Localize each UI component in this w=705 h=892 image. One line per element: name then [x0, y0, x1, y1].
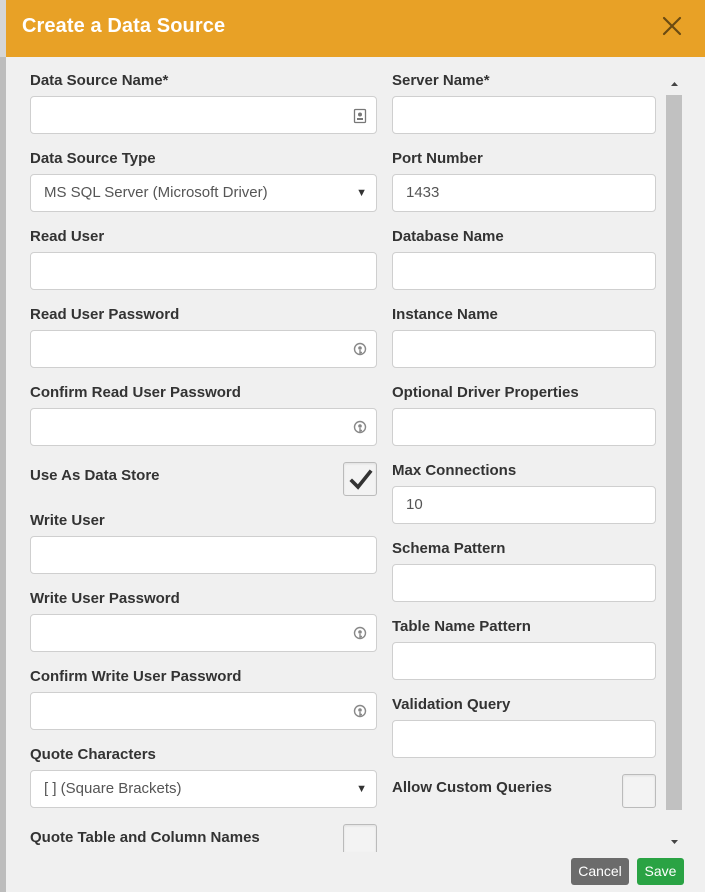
data-source-name-input[interactable]: [30, 96, 377, 134]
scroll-down-arrow-icon[interactable]: [665, 833, 684, 851]
dialog-title: Create a Data Source: [22, 15, 226, 37]
confirm-read-user-password-input[interactable]: [30, 408, 377, 446]
use-as-data-store-checkbox[interactable]: [343, 462, 377, 496]
write-user-label: Write User: [30, 512, 105, 529]
table-name-pattern-label: Table Name Pattern: [392, 618, 531, 635]
max-connections-input[interactable]: 10: [392, 486, 656, 524]
use-as-data-store-label: Use As Data Store: [30, 467, 160, 484]
read-user-password-input[interactable]: [30, 330, 377, 368]
data-source-type-value: MS SQL Server (Microsoft Driver): [44, 184, 268, 201]
validation-query-label: Validation Query: [392, 696, 511, 713]
schema-pattern-input[interactable]: [392, 564, 656, 602]
database-name-label: Database Name: [392, 228, 504, 245]
optional-driver-properties-input[interactable]: [392, 408, 656, 446]
instance-name-input[interactable]: [392, 330, 656, 368]
quote-characters-select[interactable]: [30, 770, 377, 808]
create-data-source-dialog: [6, 0, 705, 892]
quote-table-and-column-names-label: Quote Table and Column Names: [30, 829, 260, 846]
confirm-write-user-password-input[interactable]: [30, 692, 377, 730]
port-number-input[interactable]: 1433: [392, 174, 656, 212]
quote-table-and-column-names-checkbox[interactable]: [343, 824, 377, 852]
write-user-password-input[interactable]: [30, 614, 377, 652]
password-key-icon: [353, 342, 367, 358]
checkmark-icon: [349, 468, 373, 492]
server-name-input[interactable]: [392, 96, 656, 134]
table-name-pattern-input[interactable]: [392, 642, 656, 680]
password-key-icon: [353, 626, 367, 642]
scroll-up-arrow-icon[interactable]: [665, 75, 684, 93]
write-user-input[interactable]: [30, 536, 377, 574]
close-icon[interactable]: [660, 14, 684, 38]
quote-characters-label: Quote Characters: [30, 746, 156, 763]
validation-query-input[interactable]: [392, 720, 656, 758]
data-source-type-select[interactable]: [30, 174, 377, 212]
write-user-password-label: Write User Password: [30, 590, 180, 607]
read-user-label: Read User: [30, 228, 105, 245]
chevron-down-icon: ▼: [356, 783, 367, 795]
server-name-label: Server Name*: [392, 72, 490, 89]
database-name-input[interactable]: [392, 252, 656, 290]
password-key-icon: [353, 704, 367, 720]
scrollbar-thumb[interactable]: [666, 95, 682, 810]
port-number-label: Port Number: [392, 150, 483, 167]
vertical-scrollbar[interactable]: [665, 75, 684, 851]
dialog-header: [6, 0, 705, 57]
cancel-button[interactable]: Cancel: [571, 858, 629, 885]
optional-driver-properties-label: Optional Driver Properties: [392, 384, 579, 401]
read-user-input[interactable]: [30, 252, 377, 290]
confirm-write-user-password-label: Confirm Write User Password: [30, 668, 242, 685]
save-button[interactable]: Save: [637, 858, 684, 885]
password-key-icon: [353, 420, 367, 436]
chevron-down-icon: ▼: [356, 187, 367, 199]
data-source-name-label: Data Source Name*: [30, 72, 169, 89]
instance-name-label: Instance Name: [392, 306, 498, 323]
max-connections-label: Max Connections: [392, 462, 517, 479]
data-source-type-label: Data Source Type: [30, 150, 156, 167]
quote-characters-value: [ ] (Square Brackets): [44, 780, 182, 797]
allow-custom-queries-label: Allow Custom Queries: [392, 779, 553, 796]
contact-card-icon: [353, 108, 367, 124]
schema-pattern-label: Schema Pattern: [392, 540, 506, 557]
confirm-read-user-password-label: Confirm Read User Password: [30, 384, 241, 401]
allow-custom-queries-checkbox[interactable]: [622, 774, 656, 808]
read-user-password-label: Read User Password: [30, 306, 180, 323]
